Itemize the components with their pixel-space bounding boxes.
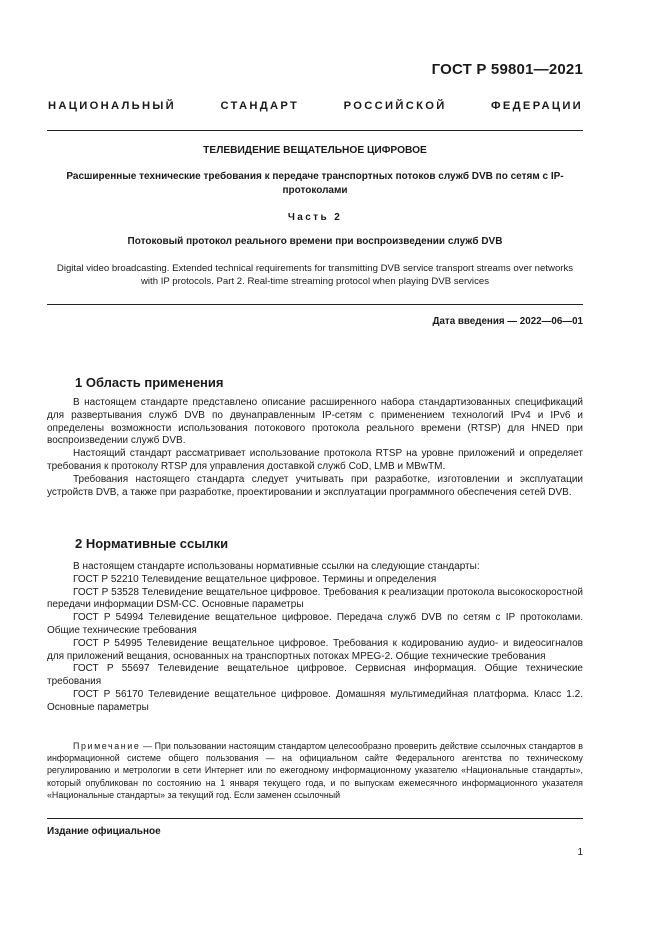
english-title: Digital video broadcasting. Extended technical requirements for transmitting DVB service transport streams over networks with IP protocols. Part 2. Real-time streaming protocol when playing DVB services (56, 263, 574, 287)
paragraph: В настоящем стандарте представлено описание расширенного набора стандартизованных спецификаций для развертывания служб DVB по двунаправленным IP-сетям с применением технологий IPv4 и IPv6 и определены возможности использования потокового протокола реального времени (RTSP) для HNED при воспроизведении служб DVB. (47, 397, 583, 447)
section-heading-references: 2 Нормативные ссылки (75, 536, 229, 551)
part-title: Потоковый протокол реального времени при воспроизведении служб DVB (127, 236, 503, 247)
title-main: ТЕЛЕВИДЕНИЕ ВЕЩАТЕЛЬНОЕ ЦИФРОВОЕ (203, 145, 427, 156)
part-label: Часть 2 (287, 212, 343, 223)
title-divider (47, 304, 583, 305)
introduction-date: Дата введения — 2022—06—01 (432, 316, 583, 327)
paragraph: Требования настоящего стандарта следует учитывать при разработке, изготовлении и эксплуатации устройств DVB, а также при разработке, проектировании и эксплуатации программного обеспечения сетей DVB. (47, 473, 583, 498)
national-standard-banner: НАЦИОНАЛЬНЫЙ СТАНДАРТ РОССИЙСКОЙ ФЕДЕРАЦИИ (48, 100, 583, 112)
reference-item: ГОСТ Р 54994 Телевидение вещательное цифровое. Передача служб DVB по сетям с IP протоколами. Общие технические требования (47, 612, 583, 636)
footer-divider (47, 818, 583, 819)
title-subtitle: Расширенные технические требования к передаче транспортных потоков служб DVB по сетям с IP-протоколами (66, 171, 564, 196)
page-number: 1 (577, 847, 583, 858)
standard-number: ГОСТ Р 59801—2021 (431, 61, 583, 78)
reference-item: ГОСТ Р 52210 Телевидение вещательное цифровое. Термины и определения (73, 573, 437, 585)
reference-item: ГОСТ Р 56170 Телевидение вещательное цифровое. Домашняя мультимедийная платформа. Класс 1.2. Основные параметры (47, 688, 583, 713)
official-edition: Издание официальное (47, 826, 161, 837)
note-text: — При пользовании настоящим стандартом целесообразно проверить действие ссылочных стандартов в информационной системе общего пользования — на официальном сайте Федерального агентства по техническому регулированию и метрологии в сети Интернет или по ежегодному информационному указателю «Национальные стандарты», который опубликован по состоянию на 1 января текущего года, и по выпускам ежемесячного информационного указателя «Национальные стандарты» за текущий год. Если заменен ссылочный (47, 741, 583, 800)
reference-item: ГОСТ Р 54995 Телевидение вещательное цифровое. Требования к кодированию аудио- и видеосигналов для приложений вещания, основанных на транспортных потоках MPEG-2. Общие технические требования (47, 637, 583, 662)
section-heading-scope: 1 Область применения (75, 375, 224, 390)
reference-item: ГОСТ Р 55697 Телевидение вещательное цифровое. Сервисная информация. Общие технические требования (47, 663, 583, 688)
paragraph: В настоящем стандарте использованы нормативные ссылки на следующие стандарты: (73, 561, 480, 572)
top-divider (47, 130, 583, 131)
reference-item: ГОСТ Р 53528 Телевидение вещательное цифровое. Требования к реализации протокола высокоскоростной передачи информации DSM-CC. Основные параметры (47, 586, 583, 611)
section-body-scope (47, 397, 583, 499)
paragraph: Настоящий стандарт рассматривает использование протокола RTSP на уровне приложений и определяет требования к протоколу RTSP для управления доставкой служб CoD, LMB и MBwTM. (47, 448, 583, 472)
note (47, 740, 583, 801)
note-label: Примечание (73, 741, 141, 751)
section-body-references (47, 561, 583, 715)
